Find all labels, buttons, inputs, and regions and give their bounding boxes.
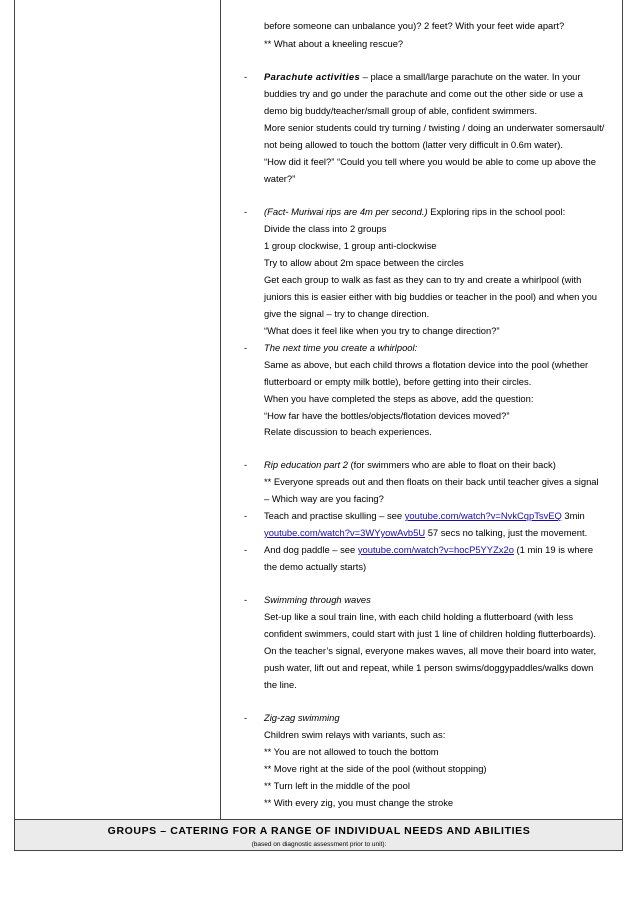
rips-fact: (Fact- Muriwai rips are 4m per second.): [264, 206, 428, 217]
whirlpool-title: The next time you create a whirlpool:: [264, 342, 418, 353]
text-line: juniors this is easier either with big buddies or teacher in the pool) and when you: [264, 291, 598, 302]
text-line: demo big buddy/teacher/small group of able, confident swimmers.: [264, 105, 538, 116]
text-line: the line.: [264, 679, 297, 690]
text-line: Children swim relays with variants, such as:: [264, 729, 446, 740]
text-line: 1 group clockwise, 1 group anti-clockwise: [264, 240, 437, 251]
text-line: Try to allow about 2m space between the circles: [264, 257, 464, 268]
text-line: buddies try and go under the parachute and come out the other side or use a: [264, 88, 583, 99]
skulling-line-2: youtube.com/watch?v=3WYyowAvb5U 57 secs no talking, just the movement.: [264, 527, 588, 538]
text-line: ** You are not allowed to touch the bottom: [264, 746, 439, 757]
text-line: give the signal – try to change direction.: [264, 308, 430, 319]
rip2-line: Rip education part 2 (for swimmers who are able to float on their back): [264, 459, 556, 470]
text-line: Get each group to walk as fast as they can to try and create a whirlpool (with: [264, 274, 582, 285]
bullet-dash: -: [244, 544, 248, 555]
text-line: Relate discussion to beach experiences.: [264, 426, 432, 437]
text-line: ** Move right at the side of the pool (without stopping): [264, 763, 487, 774]
parachute-line: Parachute activities – place a small/large parachute on the water. In your: [264, 71, 581, 82]
text-line: confident swimmers, could start with just 1 line of children holding flutterboards).: [264, 628, 596, 639]
video-link-skulling[interactable]: youtube.com/watch?v=NvkCqpTsvEQ: [404, 510, 562, 521]
text-line: “What does it feel like when you try to change direction?”: [264, 325, 500, 336]
bullet-dash: -: [244, 510, 248, 521]
dog-paddle-line: And dog paddle – see youtube.com/watch?v=hocP5YYZx2o (1 min 19 is where: [264, 544, 594, 555]
text-line: When you have completed the steps as above, add the question:: [264, 393, 534, 404]
text-line: flutterboard or empty milk bottle), before getting into their circles.: [264, 376, 532, 387]
groups-heading: GROUPS – CATERING FOR A RANGE OF INDIVIDUAL NEEDS AND ABILITIES: [107, 825, 531, 837]
text-line: “How did it feel?” “Could you tell where you would be able to come up above the: [264, 156, 596, 167]
skulling-line: Teach and practise skulling – see youtube.com/watch?v=NvkCqpTsvEQ 3min: [264, 510, 585, 521]
text-line: Same as above, but each child throws a flotation device into the pool (whether: [264, 359, 589, 370]
bullet-dash: -: [244, 594, 248, 605]
text-line: water?”: [264, 173, 296, 184]
text-line: Divide the class into 2 groups: [264, 223, 387, 234]
bullet-dash: -: [244, 342, 248, 353]
rips-line: (Fact- Muriwai rips are 4m per second.) Exploring rips in the school pool:: [264, 206, 566, 217]
row-divider-bottom: [14, 850, 623, 851]
text-line: push water, lift out and repeat, while 1 person swims/doggypaddles/walks down: [264, 662, 594, 673]
text-line: the demo actually starts): [264, 561, 367, 572]
text-line: ** Everyone spreads out and then floats on their back until teacher gives a signal: [264, 476, 599, 487]
bullet-dash: -: [244, 206, 248, 217]
bullet-dash: -: [244, 712, 248, 723]
text-line: “How far have the bottles/objects/flotation devices moved?”: [264, 410, 510, 421]
table-border-right: [622, 0, 623, 850]
parachute-title: Parachute activities: [264, 71, 361, 82]
text-line: – Which way are you facing?: [264, 493, 384, 504]
zigzag-title: Zig-zag swimming: [264, 712, 340, 723]
text-line: On the teacher’s signal, everyone makes waves, all move their board into water,: [264, 645, 597, 656]
text-line: More senior students could try turning / twisting / doing an underwater somersault/: [264, 122, 605, 133]
video-link-skulling-2[interactable]: youtube.com/watch?v=3WYyowAvb5U: [264, 527, 426, 538]
bullet-dash: -: [244, 71, 248, 82]
bullet-dash: -: [244, 459, 248, 470]
waves-title: Swimming through waves: [264, 594, 371, 605]
text-line: Set-up like a soul train line, with each child holding a flutterboard (with less: [264, 611, 574, 622]
video-link-dog-paddle[interactable]: youtube.com/watch?v=hocP5YYZx2o: [357, 544, 514, 555]
text-line: ** What about a kneeling rescue?: [264, 38, 404, 49]
rip2-title: Rip education part 2: [264, 459, 348, 470]
column-divider: [220, 0, 221, 819]
table-border-left: [14, 0, 15, 850]
text-line: before someone can unbalance you)? 2 feet? With your feet wide apart?: [264, 20, 565, 31]
text-line: ** Turn left in the middle of the pool: [264, 780, 410, 791]
text-line: not being allowed to touch the bottom (latter very difficult in 0.6m water).: [264, 139, 563, 150]
groups-subheading: (based on diagnostic assessment prior to unit):: [251, 841, 387, 848]
text-line: ** With every zig, you must change the stroke: [264, 797, 454, 808]
